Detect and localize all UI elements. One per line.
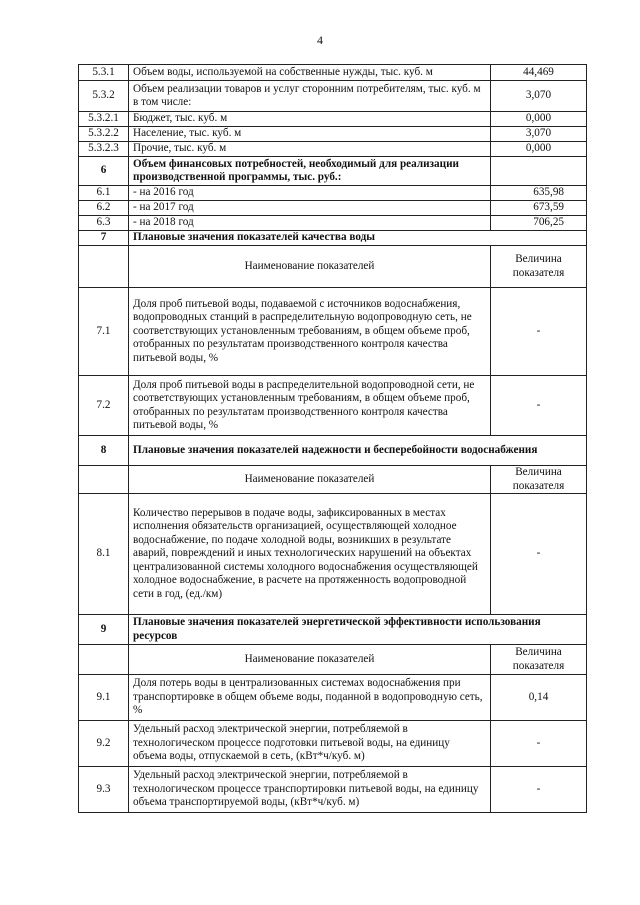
row-text: Количество перерывов в подаче воды, зафиксированных в местах исполнения обязательств организацией, осуществляющей холодное водоснабжение, по подаче холодной воды, возникших в результате аварий, повреждений и иных технологических нарушений на объектах централизованной системы холодного водоснабжения осуществляющей холодное водоснабжение, в расчете на протяженность водопроводной сети в год, (ед./км): [129, 494, 491, 615]
section-number: 6: [79, 157, 129, 186]
table-row: [79, 767, 587, 813]
column-header-row: [79, 466, 587, 494]
section-header-row: [79, 231, 587, 246]
row-text: - на 2017 год: [129, 201, 491, 216]
row-value: 706,25: [491, 216, 587, 231]
row-number: 5.3.2.3: [79, 142, 129, 157]
row-number: 5.3.2.2: [79, 127, 129, 142]
table-row: [79, 675, 587, 721]
row-number: 5.3.1: [79, 65, 129, 81]
header-name: Наименование показателей: [129, 246, 491, 288]
section-header-row: [79, 615, 587, 645]
row-number: 7.1: [79, 288, 129, 376]
section-title: Плановые значения показателей надежности и бесперебойности водоснабжения: [129, 436, 587, 466]
row-number: 9.2: [79, 721, 129, 767]
section-header-row: [79, 436, 587, 466]
row-text: - на 2016 год: [129, 186, 491, 201]
header-name: Наименование показателей: [129, 645, 491, 675]
row-text: Население, тыс. куб. м: [129, 127, 491, 142]
production-program-table: [78, 64, 587, 813]
row-value: -: [491, 376, 587, 436]
row-value: 3,070: [491, 81, 587, 112]
empty-cell: [491, 157, 587, 186]
row-number: 7.2: [79, 376, 129, 436]
table-row: [79, 112, 587, 127]
row-value: -: [491, 288, 587, 376]
row-number: 5.3.2.1: [79, 112, 129, 127]
section-title: Плановые значения показателей энергетической эффективности использования ресурсов: [129, 615, 587, 645]
table-row: [79, 216, 587, 231]
table-row: [79, 127, 587, 142]
header-value: Величина показателя: [491, 466, 587, 494]
table-row: [79, 494, 587, 615]
row-value: 44,469: [491, 65, 587, 81]
row-value: 0,000: [491, 142, 587, 157]
column-header-row: [79, 645, 587, 675]
section-title: Плановые значения показателей качества воды: [129, 231, 587, 246]
section-title: Объем финансовых потребностей, необходимый для реализации производственной программы, тыс. руб.:: [129, 157, 491, 186]
row-text: Прочие, тыс. куб. м: [129, 142, 491, 157]
row-text: Бюджет, тыс. куб. м: [129, 112, 491, 127]
table-row: [79, 65, 587, 81]
page-number: 4: [317, 33, 323, 47]
empty-cell: [79, 466, 129, 494]
section-number: 7: [79, 231, 129, 246]
row-value: 635,98: [491, 186, 587, 201]
row-text: Удельный расход электрической энергии, потребляемой в технологическом процессе подготовки питьевой воды, на единицу объема воды, отпускаемой в сеть, (кВт*ч/куб. м): [129, 721, 491, 767]
row-text: - на 2018 год: [129, 216, 491, 231]
table-row: [79, 288, 587, 376]
empty-cell: [79, 645, 129, 675]
row-number: 9.1: [79, 675, 129, 721]
row-text: Объем воды, используемой на собственные нужды, тыс. куб. м: [129, 65, 491, 81]
row-value: 0,14: [491, 675, 587, 721]
row-number: 6.3: [79, 216, 129, 231]
table-row: [79, 142, 587, 157]
section-header-row: [79, 157, 587, 186]
row-text: Доля проб питьевой воды, подаваемой с источников водоснабжения, водопроводных станций в распределительную водопроводную сеть, не соответствующих установленным требованиям, в общем объеме проб, отобранных по результатам производственного контроля качества питьевой воды, %: [129, 288, 491, 376]
row-value: -: [491, 494, 587, 615]
table-row: [79, 721, 587, 767]
row-value: 673,59: [491, 201, 587, 216]
table-row: [79, 81, 587, 112]
row-value: -: [491, 767, 587, 813]
empty-cell: [79, 246, 129, 288]
row-text: Доля потерь воды в централизованных системах водоснабжения при транспортировке в общем объеме воды, поданной в водопроводную сеть, %: [129, 675, 491, 721]
table-row: [79, 201, 587, 216]
row-number: 6.2: [79, 201, 129, 216]
column-header-row: [79, 246, 587, 288]
row-number: 5.3.2: [79, 81, 129, 112]
table-row: [79, 376, 587, 436]
section-number: 8: [79, 436, 129, 466]
row-text: Удельный расход электрической энергии, потребляемой в технологическом процессе транспортировки питьевой воды, на единицу объема транспортируемой воды, (кВт*ч/куб. м): [129, 767, 491, 813]
row-text: Доля проб питьевой воды в распределительной водопроводной сети, не соответствующих установленным требованиям, в общем объеме проб, отобранных по результатам производственного контроля качества питьевой воды, %: [129, 376, 491, 436]
row-value: 3,070: [491, 127, 587, 142]
row-text: Объем реализации товаров и услуг сторонним потребителям, тыс. куб. м в том числе:: [129, 81, 491, 112]
row-number: 9.3: [79, 767, 129, 813]
row-value: -: [491, 721, 587, 767]
header-value: Величина показателя: [491, 645, 587, 675]
header-name: Наименование показателей: [129, 466, 491, 494]
row-value: 0,000: [491, 112, 587, 127]
row-number: 8.1: [79, 494, 129, 615]
section-number: 9: [79, 615, 129, 645]
header-value: Величина показателя: [491, 246, 587, 288]
table-row: [79, 186, 587, 201]
row-number: 6.1: [79, 186, 129, 201]
